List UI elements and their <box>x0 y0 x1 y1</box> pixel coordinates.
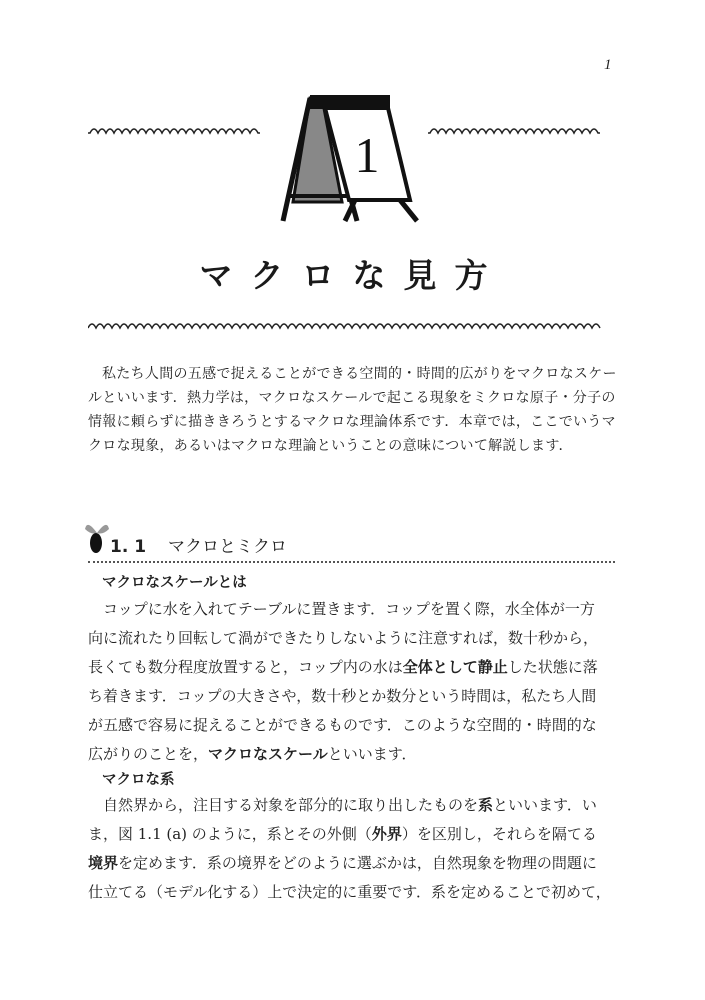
text-run: 自然界から，注目する対象を部分的に取り出したものを <box>103 796 479 814</box>
body-line <box>88 682 616 711</box>
body-line <box>88 711 616 740</box>
emphasis-term: 境界 <box>88 854 119 872</box>
body-line <box>88 878 616 907</box>
text-run: コップに水を入れてテーブルに置きます．コップを置く際，水全体が一方 <box>103 600 595 618</box>
body-line <box>88 791 616 820</box>
text-run: を定めます．系の境界をどのように選ぶかは，自然現象を物理の問題に <box>118 854 597 872</box>
chapter-intro <box>88 362 618 458</box>
body-line <box>88 740 616 769</box>
left-scroll-decoration <box>88 129 260 133</box>
emphasis-term: マクロなスケール <box>208 745 328 763</box>
subsection1-body <box>88 595 616 769</box>
subsection-heading: マクロなスケールとは <box>102 575 247 591</box>
intro-line: 情報に頼らずに描ききろうとするマクロな理論体系です．本章では，ここでいうマ <box>88 414 616 430</box>
section-underline <box>88 561 615 563</box>
text-run: ま，図 1.1 (a) のように，系とその外側（ <box>88 825 372 843</box>
emphasis-term: 系 <box>478 796 494 814</box>
emphasis-term: 全体として <box>402 658 478 676</box>
body-line <box>88 820 616 849</box>
intro-line: 私たち人間の五感で捉えることができる空間的・時間的広がりをマクロなスケー <box>102 366 617 382</box>
right-scroll-decoration <box>428 129 600 133</box>
section-heading <box>110 532 287 557</box>
chapter-number: 1 <box>354 127 380 183</box>
text-run: した状態に落 <box>507 658 598 676</box>
text-run: が五感で容易に捉えることができるものです．このような空間的・時間的な <box>88 716 597 734</box>
text-run: 長くても数分程度放置すると，コップ内の水は <box>88 658 403 676</box>
text-run: 向に流れたり回転して渦ができたりしないように注意すれば，数十秒から， <box>88 629 599 647</box>
subsection-heading: マクロな系 <box>102 772 175 788</box>
body-line <box>88 849 616 878</box>
text-run: といいます．い <box>493 796 597 814</box>
intro-line: クロな現象，あるいはマクロな理論ということの意味について解説します． <box>88 438 573 454</box>
chapter-emblem <box>0 0 705 240</box>
divider-decoration <box>88 318 618 334</box>
text-run: 広がりのことを， <box>88 745 209 763</box>
section-title: マクロとミクロ <box>167 537 287 557</box>
subsection2-body <box>88 791 616 907</box>
body-line <box>88 595 616 624</box>
intro-line: ルといいます．熱力学は，マクロなスケールで起こる現象をミクロな原子・分子の <box>88 390 616 406</box>
emphasis-term: 外界 <box>371 825 402 843</box>
section-number: 1. 1 <box>110 537 147 557</box>
body-line <box>88 624 616 653</box>
chapter-title: マクロな見方 <box>199 256 506 295</box>
text-run: 仕立てる（モデル化する）上で決定的に重要です．系を定めることで初めて， <box>88 883 611 901</box>
body-line <box>88 653 616 682</box>
sprout-icon <box>84 515 110 555</box>
emphasis-term: 静止 <box>477 658 508 676</box>
text-run: ち着きます．コップの大きさや，数十秒とか数分という時間は，私たち人間 <box>88 687 597 705</box>
sign-board-icon <box>283 95 417 221</box>
text-run: といいます． <box>327 745 417 763</box>
text-run: ）を区別し，それらを隔てる <box>401 825 597 843</box>
page-number: 1 <box>604 57 612 73</box>
